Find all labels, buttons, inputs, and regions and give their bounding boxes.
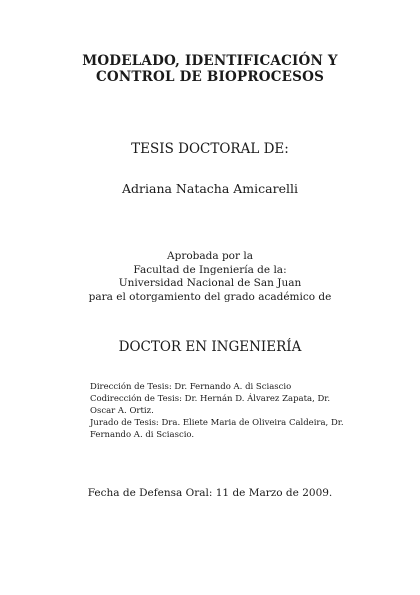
defense-date: Fecha de Defensa Oral: 11 de Marzo de 2009. — [87, 487, 333, 499]
degree-name: DOCTOR EN INGENIERÍA — [118, 339, 302, 355]
approval-line-3: Universidad Nacional de San Juan — [118, 277, 302, 289]
approval-statement — [0, 250, 420, 304]
thesis-type-heading: TESIS DOCTORAL DE: — [131, 141, 289, 157]
thesis-title-line-1: MODELADO, IDENTIFICACIÓN Y — [82, 53, 338, 69]
thesis-title — [0, 53, 420, 85]
committee-codirection: Codirección de Tesis: Dr. Hernán D. Álvarez Zapata, Dr. Oscar A. Ortiz. — [90, 394, 331, 416]
committee-jury: Jurado de Tesis: Dra. Eliete Maria de Oliveira Caldeira, Dr. Fernando A. di Sciascio. — [90, 418, 344, 440]
approval-line-1: Aprobada por la — [167, 250, 253, 262]
thesis-title-line-2: CONTROL DE BIOPROCESOS — [95, 69, 325, 85]
thesis-committee — [90, 381, 350, 441]
approval-line-4: para el otorgamiento del grado académico de — [88, 290, 332, 303]
approval-line-2: Facultad de Ingeniería de la: — [133, 263, 287, 276]
author-name: Adriana Natacha Amicarelli — [122, 181, 298, 196]
committee-direction: Dirección de Tesis: Dr. Fernando A. di Sciascio — [90, 382, 292, 392]
